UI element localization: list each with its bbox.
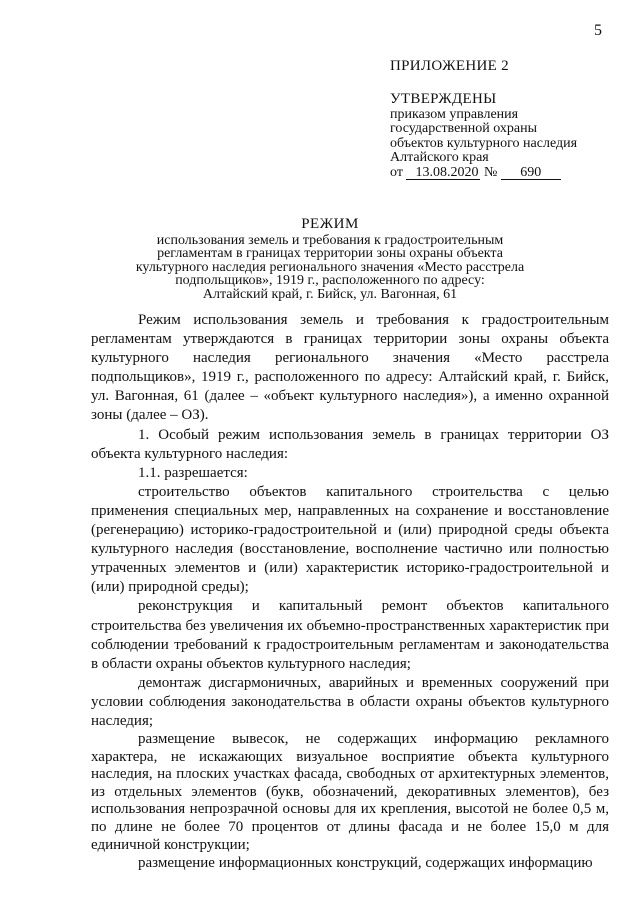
document-body [91,311,609,873]
approval-line: приказом управления [390,106,519,122]
paragraph: демонтаж дисгармоничных, аварийных и временных сооружений при условии соблюдения законодательства в области охраны объектов культурного наследия; [91,674,609,729]
title-line: подпольщиков», 1919 г., расположенного по адресу: [175,273,485,288]
page-number: 5 [594,22,602,39]
paragraph: размещение информационных конструкций, содержащих информацию [138,855,593,872]
approval-line: государственной охраны [390,121,538,136]
approval-date: 13.08.2020 [406,166,480,180]
title-line: регламентам в границах территории зоны охраны объекта [157,246,503,261]
paragraph: размещение вывесок, не содержащих информацию рекламного характера, не искажающих визуальное восприятие объекта культурного наследия, на плоских участках фасада, свободных от архитектурных элементов, из отдельных элементов (букв, обозначений, декоративных элементов), без использования непрозрачной основы для их крепления, высотой не более 0,5 м, по длине не более 70 процентов от длины фасада и не более 15,0 м для единичной конструкции; [91,731,609,853]
paragraph: 1. Особый режим использования земель в границах территории ОЗ объекта культурного наследия: [91,426,609,462]
approval-heading: УТВЕРЖДЕНЫ [390,91,497,107]
approval-line: объектов культурного наследия [390,135,578,151]
paragraph: 1.1. разрешается: [138,464,248,481]
document-title-block [130,218,530,301]
paragraph: реконструкция и капитальный ремонт объектов капитального строительства без увеличения их объемно-пространственных характеристик при соблюдении требований к градостроительным регламентам и законодательства в области охраны объектов культурного наследия; [91,598,609,672]
title-line: использования земель и требования к градостроительным [156,232,504,248]
approval-number: 690 [501,166,561,180]
title-line: Алтайский край, г. Бийск, ул. Вагонная, 61 [202,286,458,302]
appendix-label: ПРИЛОЖЕНИЕ 2 [390,58,509,74]
date-prefix: от [390,164,403,180]
document-title: РЕЖИМ [301,216,359,232]
approval-date-line [390,166,577,181]
approval-block [390,92,577,180]
approval-line: Алтайского края [390,150,489,165]
paragraph: Режим использования земель и требования к градостроительным регламентам утверждаются в границах территории зоны охраны объекта культурного наследия регионального значения «Место расстрела подпольщиков», 1919 г., расположенного по адресу: Алтайский край, г. Бийск, ул. Вагонная, 61 (далее – «объект культурного наследия»), а именно охранной зоны (далее – ОЗ). [91,312,609,424]
number-sign: № [483,164,498,180]
title-line: культурного наследия регионального значения «Место расстрела [135,259,525,275]
paragraph: строительство объектов капитального строительства с целью применения специальных мер, направленных на сохранение и восстановление (регенерацию) историко-градостроительной и (или) природной среды объекта культурного наследия (восстановление, восполнение частично или полностью утраченных элементов и (или) характеристик историко-градостроительной и (или) природной среды); [91,483,609,596]
